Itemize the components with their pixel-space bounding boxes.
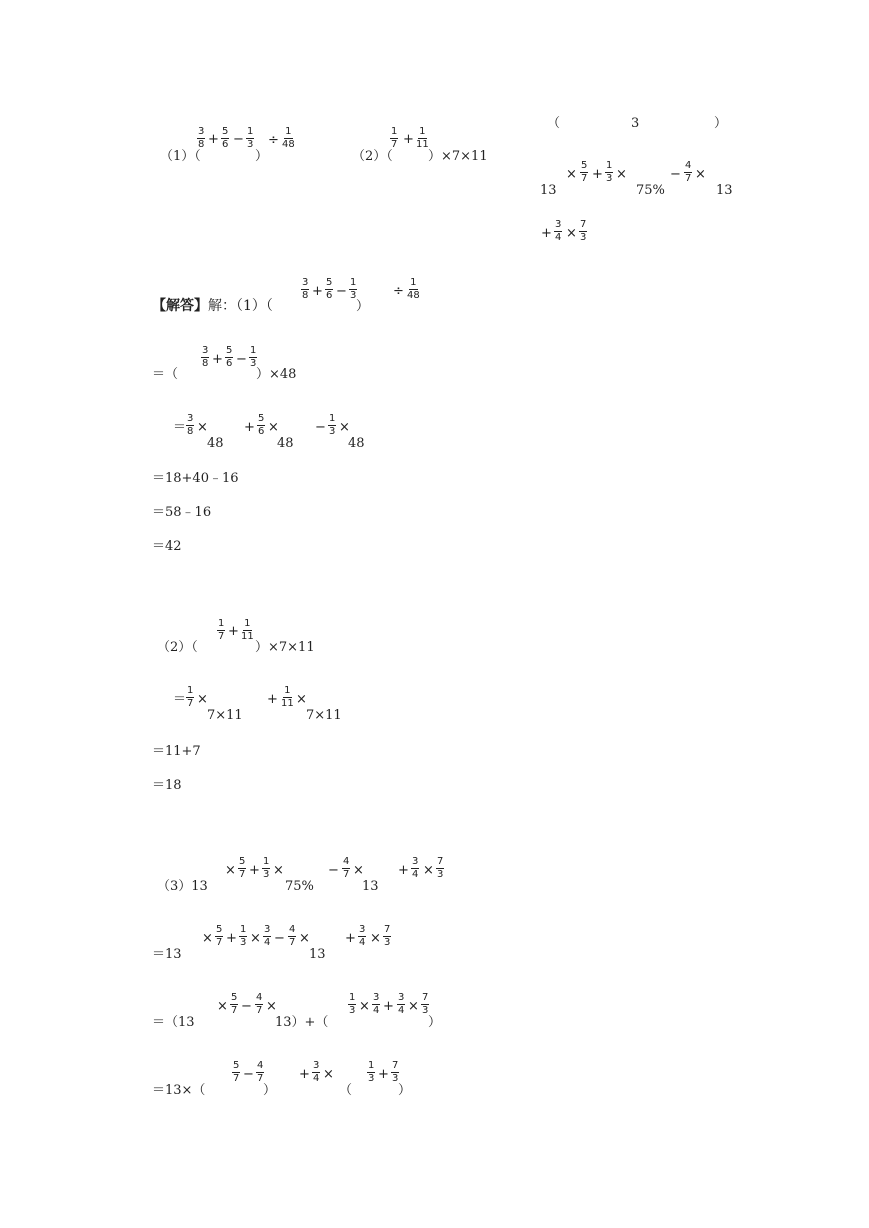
fraction: 1 3 bbox=[368, 1060, 375, 1084]
eq-line-1-tail: ）×48 bbox=[256, 367, 297, 382]
fraction: 4 7 bbox=[685, 160, 692, 184]
times-sign: × bbox=[566, 226, 577, 241]
plus-sign: + bbox=[312, 284, 323, 299]
solution-2-tail: ）×7×11 bbox=[255, 640, 315, 655]
plus-sign: + bbox=[541, 226, 552, 241]
fraction: 5 7 bbox=[239, 856, 246, 880]
fraction: 7 3 bbox=[422, 992, 429, 1016]
fraction: 1 3 bbox=[349, 992, 356, 1016]
minus-sign: − bbox=[670, 167, 681, 182]
fraction: 1 7 bbox=[187, 685, 194, 709]
fraction: 5 7 bbox=[581, 160, 588, 184]
fraction: 1 3 bbox=[606, 160, 613, 184]
eq-line-3: ＝18 bbox=[152, 778, 182, 793]
number-48: 48 bbox=[348, 436, 365, 451]
plus-sign: + bbox=[345, 931, 356, 946]
times-sign: × bbox=[268, 420, 279, 435]
times-sign: × bbox=[359, 999, 370, 1014]
fraction: 1 11 bbox=[241, 618, 254, 642]
number-48: 48 bbox=[277, 436, 294, 451]
fraction: 4 7 bbox=[257, 1060, 264, 1084]
fraction: 5 7 bbox=[233, 1060, 240, 1084]
close-paren: ） bbox=[263, 1083, 277, 1098]
percent-75: 75% bbox=[285, 879, 314, 894]
problem-1-label: （1）（ bbox=[160, 149, 201, 164]
fraction: 7 3 bbox=[437, 856, 444, 880]
fraction: 4 7 bbox=[343, 856, 350, 880]
fraction: 3 4 bbox=[359, 924, 366, 948]
product-7x11: 7×11 bbox=[306, 708, 342, 723]
fraction: 4 7 bbox=[289, 924, 296, 948]
minus-sign: − bbox=[336, 284, 347, 299]
close-paren: ） bbox=[356, 299, 370, 314]
fraction: 3 8 bbox=[202, 345, 209, 369]
fraction: 1 3 bbox=[247, 126, 254, 150]
plus-sign: + bbox=[383, 999, 394, 1014]
times-sign: × bbox=[339, 420, 350, 435]
plus-sign: + bbox=[299, 1067, 310, 1082]
eq-line-4: ＝58﹣16 bbox=[152, 505, 212, 520]
plus-sign: + bbox=[212, 352, 223, 367]
eq-line-2: ＝11+7 bbox=[152, 744, 201, 759]
close-paren: ） bbox=[398, 1083, 412, 1098]
plus-sign: + bbox=[249, 863, 260, 878]
minus-sign: − bbox=[233, 132, 244, 147]
times-sign: × bbox=[225, 863, 236, 878]
minus-sign: − bbox=[315, 420, 326, 435]
fraction: 1 3 bbox=[250, 345, 257, 369]
plus-sign: + bbox=[208, 132, 219, 147]
number-13: 13 bbox=[362, 879, 379, 894]
fraction: 5 7 bbox=[216, 924, 223, 948]
fraction: 1 48 bbox=[407, 277, 420, 301]
eq-line-2: ＝（13 bbox=[152, 1015, 195, 1030]
number-13: 13 bbox=[716, 183, 733, 198]
solution-header: 【解答】解：（1）（ bbox=[152, 298, 273, 314]
times-sign: × bbox=[197, 420, 208, 435]
times-sign: × bbox=[273, 863, 284, 878]
times-sign: × bbox=[323, 1067, 334, 1082]
minus-sign: − bbox=[243, 1067, 254, 1082]
fraction: 1 3 bbox=[329, 413, 336, 437]
fraction: 3 4 bbox=[313, 1060, 320, 1084]
times-sign: × bbox=[616, 167, 627, 182]
minus-sign: − bbox=[328, 863, 339, 878]
fraction: 1 11 bbox=[281, 685, 294, 709]
minus-sign: − bbox=[236, 352, 247, 367]
times-sign: × bbox=[423, 863, 434, 878]
fraction: 7 3 bbox=[384, 924, 391, 948]
fraction: 3 4 bbox=[398, 992, 405, 1016]
fraction: 1 48 bbox=[282, 126, 295, 150]
times-sign: × bbox=[266, 999, 277, 1014]
times-sign: × bbox=[202, 931, 213, 946]
plus-sign: + bbox=[228, 624, 239, 639]
times-sign: × bbox=[695, 167, 706, 182]
close-paren: ） bbox=[714, 116, 728, 131]
eq-line-5: ＝42 bbox=[152, 539, 182, 554]
number-13: 13 bbox=[540, 183, 557, 198]
times-sign: × bbox=[197, 692, 208, 707]
times-sign: × bbox=[299, 931, 310, 946]
percent-75: 75% bbox=[636, 183, 665, 198]
equals-sign: ＝ bbox=[173, 420, 187, 435]
plus-sign: + bbox=[267, 692, 278, 707]
fraction: 3 8 bbox=[198, 126, 205, 150]
times-sign: × bbox=[217, 999, 228, 1014]
product-7x11: 7×11 bbox=[207, 708, 243, 723]
fraction: 1 11 bbox=[416, 126, 429, 150]
minus-sign: − bbox=[274, 931, 285, 946]
number-3: 3 bbox=[631, 116, 640, 131]
fraction: 1 3 bbox=[350, 277, 357, 301]
times-sign: × bbox=[296, 692, 307, 707]
plus-sign: + bbox=[398, 863, 409, 878]
solution-3-label: （3）13 bbox=[157, 879, 208, 894]
fraction: 5 6 bbox=[222, 126, 229, 150]
close-paren: ） bbox=[428, 1015, 442, 1030]
fraction: 7 3 bbox=[580, 219, 587, 243]
times-sign: × bbox=[370, 931, 381, 946]
problem-2-tail: ）×7×11 bbox=[428, 149, 488, 164]
eq-line-3: ＝13×（ bbox=[152, 1083, 206, 1098]
number-48: 48 bbox=[207, 436, 224, 451]
solution-2-label: （2）（ bbox=[157, 640, 198, 655]
fraction: 1 3 bbox=[240, 924, 247, 948]
fraction: 3 4 bbox=[555, 219, 562, 243]
times-sign: × bbox=[566, 167, 577, 182]
fraction: 1 3 bbox=[263, 856, 270, 880]
minus-sign: − bbox=[241, 999, 252, 1014]
close-paren: ） bbox=[255, 149, 269, 164]
fraction: 1 7 bbox=[218, 618, 225, 642]
times-sign: × bbox=[408, 999, 419, 1014]
fraction: 5 6 bbox=[226, 345, 233, 369]
fraction: 1 7 bbox=[391, 126, 398, 150]
fraction: 5 7 bbox=[231, 992, 238, 1016]
open-paren: （ bbox=[339, 1083, 353, 1098]
divide-sign: ÷ bbox=[393, 284, 404, 299]
plus-sign: + bbox=[244, 420, 255, 435]
equals-sign: ＝ bbox=[173, 692, 187, 707]
fraction: 5 6 bbox=[258, 413, 265, 437]
open-paren: （ bbox=[547, 116, 561, 131]
fraction: 3 4 bbox=[412, 856, 419, 880]
fraction: 7 3 bbox=[392, 1060, 399, 1084]
plus-sign: + bbox=[226, 931, 237, 946]
plus-sign: + bbox=[592, 167, 603, 182]
fraction: 3 8 bbox=[302, 277, 309, 301]
problem-2-label: （2）（ bbox=[352, 149, 393, 164]
fraction: 3 8 bbox=[187, 413, 194, 437]
times-sign: × bbox=[353, 863, 364, 878]
eq-line-2-mid: 13）+（ bbox=[275, 1015, 329, 1030]
plus-sign: + bbox=[403, 132, 414, 147]
fraction: 5 6 bbox=[326, 277, 333, 301]
eq-line-1: ＝（ bbox=[152, 367, 179, 382]
plus-sign: + bbox=[378, 1067, 389, 1082]
fraction: 3 4 bbox=[264, 924, 271, 948]
times-sign: × bbox=[250, 931, 261, 946]
fraction: 4 7 bbox=[256, 992, 263, 1016]
divide-sign: ÷ bbox=[268, 133, 279, 148]
eq-line-1: ＝13 bbox=[152, 947, 182, 962]
fraction: 3 4 bbox=[373, 992, 380, 1016]
eq-line-3: ＝18+40﹣16 bbox=[152, 471, 239, 486]
number-13: 13 bbox=[309, 947, 326, 962]
